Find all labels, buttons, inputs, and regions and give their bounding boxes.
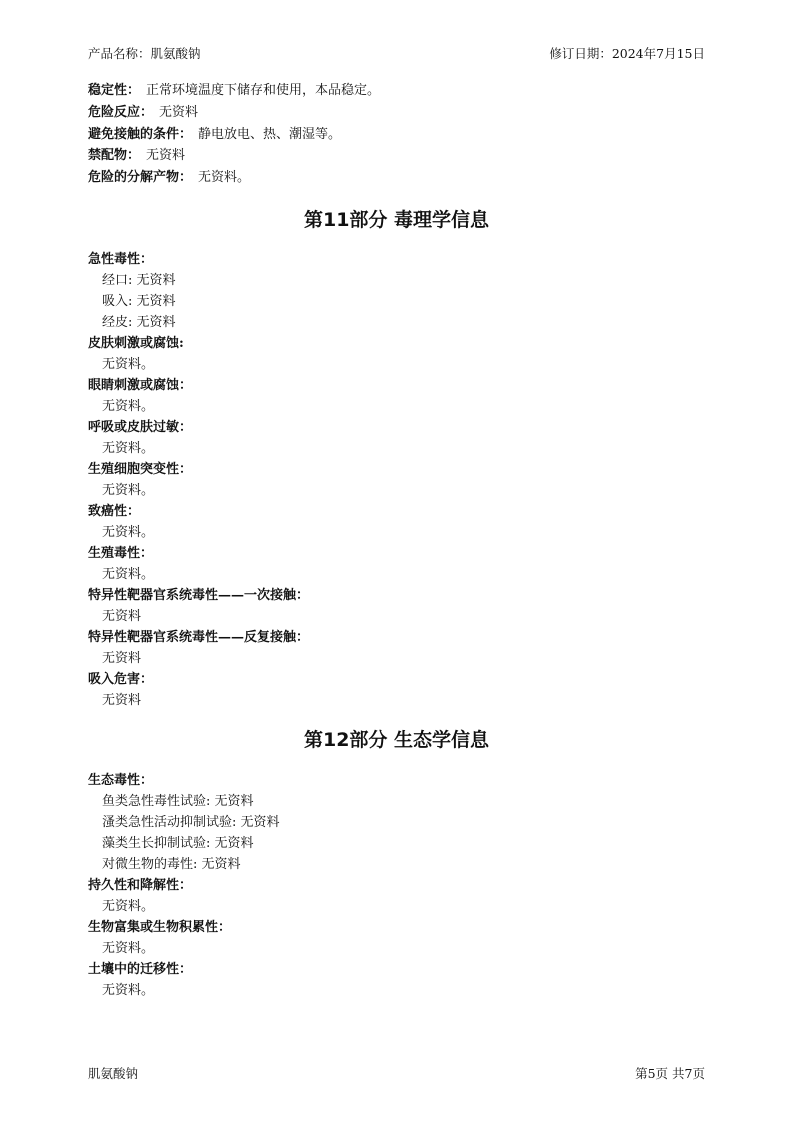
soil-mobility-label: 土壤中的迁移性： <box>88 961 193 977</box>
carcinogenicity-label: 致癌性： <box>88 503 141 519</box>
stability-value: 正常环境温度下储存和使用，本品稳定。 <box>146 83 381 98</box>
page-number: 第5页 共7页 <box>635 1066 705 1081</box>
algae-toxicity: 藻类生长抑制试验: 无资料 <box>102 835 254 851</box>
sensitization-label: 呼吸或皮肤过敏： <box>88 419 193 435</box>
section-11-title: 第11部分 毒理学信息 <box>303 208 490 231</box>
hazard-reaction-row <box>88 102 705 124</box>
hazard-reaction-label: 危险反应： <box>88 104 154 120</box>
daphnia-toxicity: 溞类急性活动抑制试验: 无资料 <box>102 814 280 830</box>
acute-inhalation: 吸入: 无资料 <box>102 293 176 309</box>
section-12-body <box>88 770 705 1001</box>
microorganism-toxicity: 对微生物的毒性: 无资料 <box>102 856 241 872</box>
germ-cell-mutagenicity-value: 无资料。 <box>102 482 155 498</box>
sensitization-value: 无资料。 <box>102 440 155 456</box>
page-content <box>88 80 705 1001</box>
incompatible-row <box>88 145 705 167</box>
persistence-label: 持久性和降解性： <box>88 877 193 893</box>
reproductive-toxicity-value: 无资料。 <box>102 566 155 582</box>
acute-oral: 经口: 无资料 <box>102 272 176 288</box>
germ-cell-mutagenicity-label: 生殖细胞突变性： <box>88 461 193 477</box>
ecotoxicity-label: 生态毒性： <box>88 772 154 788</box>
acute-dermal: 经皮: 无资料 <box>102 314 176 330</box>
stot-repeated-value: 无资料 <box>102 650 142 666</box>
bioaccumulation-label: 生物富集或生物积累性： <box>88 919 232 935</box>
section-11-body <box>88 249 705 711</box>
eye-irritation-label: 眼睛刺激或腐蚀： <box>88 377 193 393</box>
skin-irritation-value: 无资料。 <box>102 356 155 372</box>
section-12-title: 第12部分 生态学信息 <box>303 728 490 751</box>
header-product-name: 产品名称：肌氨酸钠 <box>88 46 201 61</box>
carcinogenicity-value: 无资料。 <box>102 524 155 540</box>
stability-row <box>88 80 705 102</box>
stot-single-value: 无资料 <box>102 608 142 624</box>
avoid-conditions-label: 避免接触的条件： <box>88 126 193 142</box>
fish-toxicity: 鱼类急性毒性试验: 无资料 <box>102 793 254 809</box>
decomposition-row <box>88 167 705 189</box>
stability-block <box>88 80 705 189</box>
footer-product-name: 肌氨酸钠 <box>88 1066 139 1081</box>
reproductive-toxicity-label: 生殖毒性： <box>88 545 154 561</box>
page-footer <box>88 1064 705 1082</box>
incompatible-value: 无资料 <box>146 148 186 164</box>
soil-mobility-value: 无资料。 <box>102 982 155 998</box>
stot-single-label: 特异性靶器官系统毒性——一次接触： <box>88 587 310 603</box>
eye-irritation-value: 无资料。 <box>102 398 155 414</box>
acute-toxicity-label: 急性毒性： <box>88 251 154 267</box>
stability-label: 稳定性： <box>88 83 141 98</box>
aspiration-hazard-value: 无资料 <box>102 692 142 708</box>
avoid-conditions-value: 静电放电、热、潮湿等。 <box>198 126 342 142</box>
header-revision-date: 修订日期：2024年7月15日 <box>549 46 705 61</box>
hazard-reaction-value: 无资料 <box>159 104 199 120</box>
decomposition-label: 危险的分解产物： <box>88 170 193 186</box>
page-header <box>88 44 705 62</box>
stot-repeated-label: 特异性靶器官系统毒性——反复接触： <box>88 629 310 645</box>
avoid-conditions-row <box>88 124 705 146</box>
bioaccumulation-value: 无资料。 <box>102 940 155 956</box>
skin-irritation-label: 皮肤刺激或腐蚀: <box>88 335 184 351</box>
decomposition-value: 无资料。 <box>198 170 251 186</box>
aspiration-hazard-label: 吸入危害： <box>88 671 154 687</box>
persistence-value: 无资料。 <box>102 898 155 914</box>
incompatible-label: 禁配物： <box>88 148 141 164</box>
